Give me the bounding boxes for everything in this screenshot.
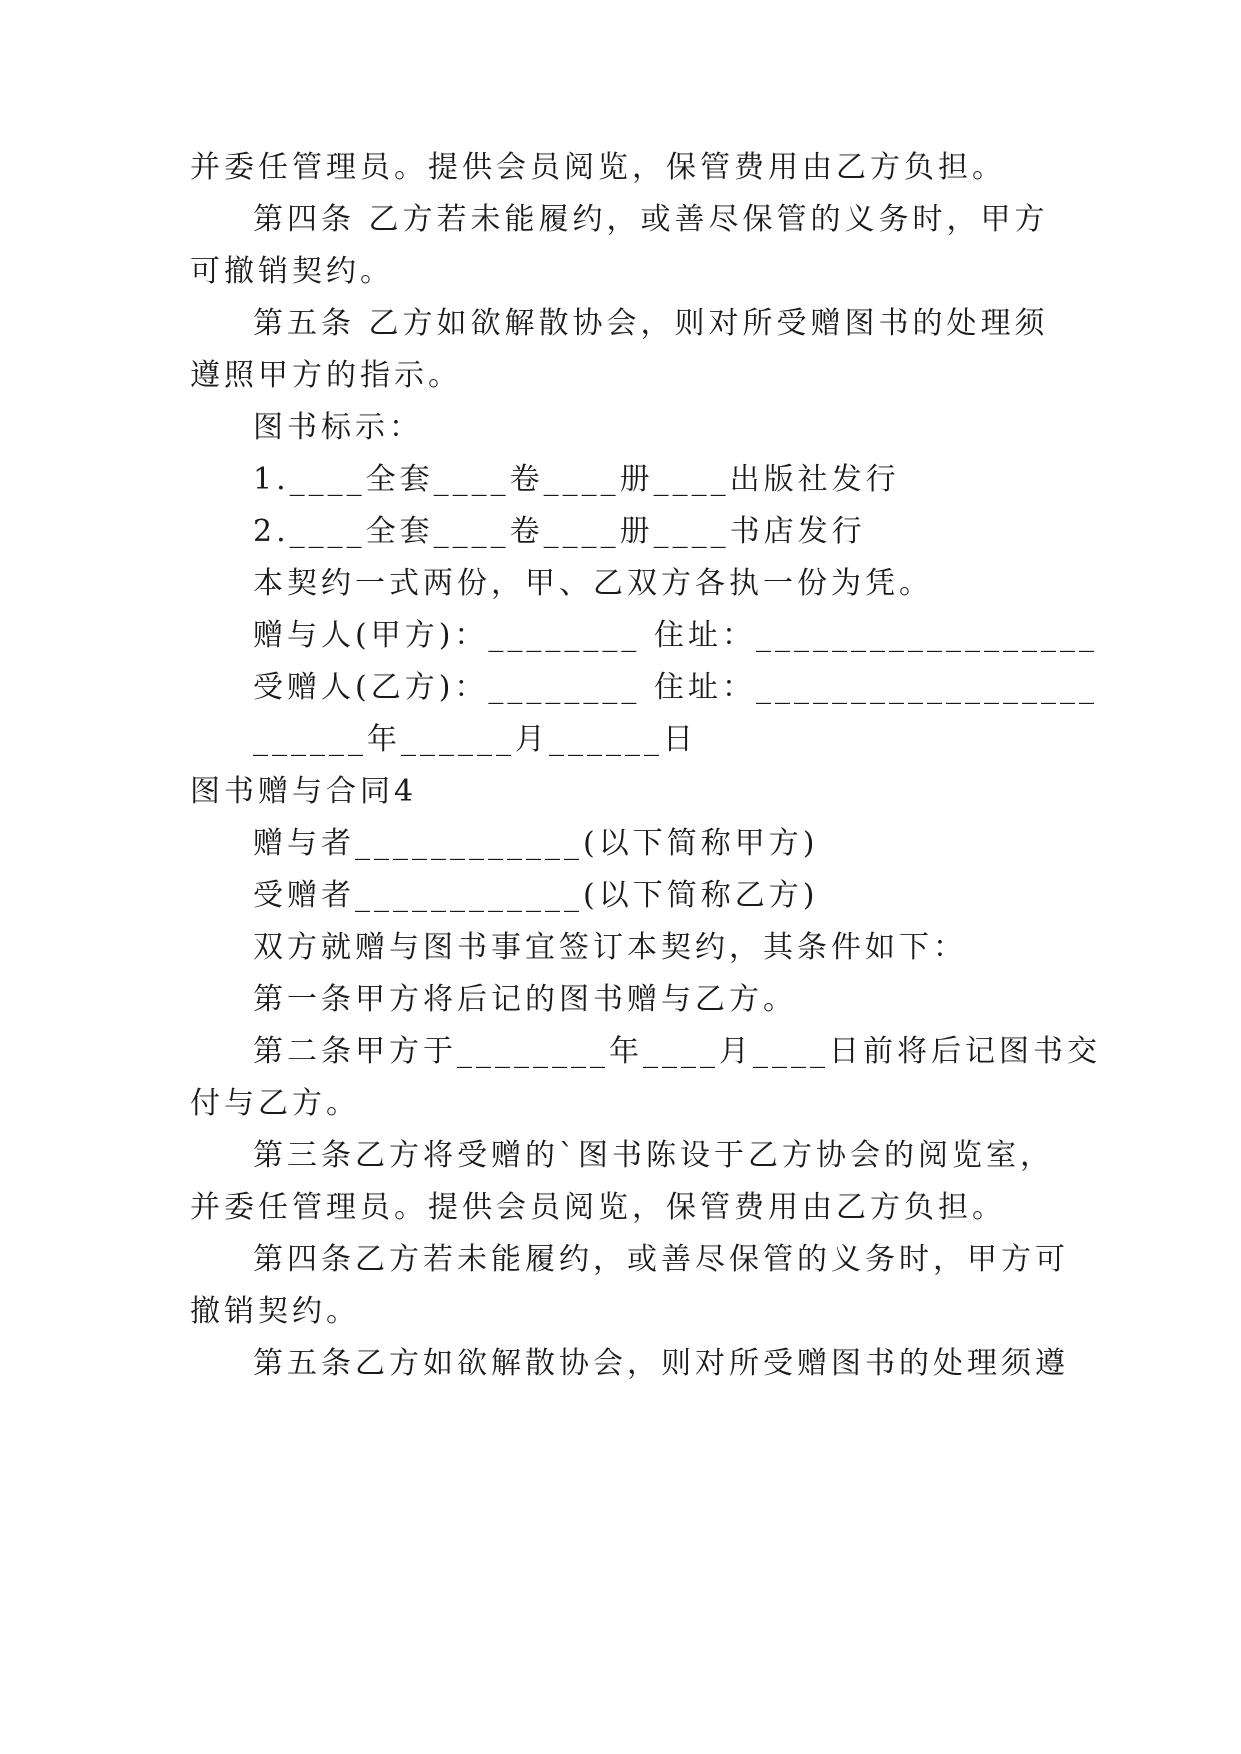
text-line: 双方就赠与图书事宜签订本契约，其条件如下： bbox=[253, 930, 967, 965]
text-line: 第二条甲方于________年____月____日前将后记图书交 bbox=[253, 1034, 1101, 1069]
text-line: 受赠人(乙方)：________ 住址：__________________ bbox=[253, 670, 1098, 705]
text-line: 第四条 乙方若未能履约，或善尽保管的义务时，甲方 bbox=[253, 202, 1049, 237]
text-line: 撤销契约。 bbox=[190, 1294, 360, 1329]
text-line: 受赠者____________(以下简称乙方) bbox=[253, 878, 819, 913]
text-line: 2.____全套____卷____册____书店发行 bbox=[253, 514, 866, 549]
text-line: 并委任管理员。提供会员阅览，保管费用由乙方负担。 bbox=[190, 150, 1006, 185]
section-heading: 图书赠与合同4 bbox=[190, 774, 418, 809]
text-line: 可撤销契约。 bbox=[190, 254, 394, 289]
text-line: 第四条乙方若未能履约，或善尽保管的义务时，甲方可 bbox=[253, 1242, 1069, 1277]
text-line: 图书标示： bbox=[253, 410, 423, 445]
text-line: 本契约一式两份，甲、乙双方各执一份为凭。 bbox=[253, 566, 933, 601]
text-line: 第一条甲方将后记的图书赠与乙方。 bbox=[253, 982, 797, 1017]
text-line: 遵照甲方的指示。 bbox=[190, 358, 462, 393]
text-line: 第三条乙方将受赠的`图书陈设于乙方协会的阅览室， bbox=[253, 1138, 1054, 1173]
text-line: 付与乙方。 bbox=[190, 1086, 360, 1121]
text-line: 1.____全套____卷____册____出版社发行 bbox=[253, 462, 900, 497]
text-line: 第五条 乙方如欲解散协会，则对所受赠图书的处理须 bbox=[253, 306, 1049, 341]
text-line: 并委任管理员。提供会员阅览，保管费用由乙方负担。 bbox=[190, 1190, 1006, 1225]
text-line: 赠与人(甲方)：________ 住址：__________________ bbox=[253, 618, 1098, 653]
text-line: 第五条乙方如欲解散协会，则对所受赠图书的处理须遵 bbox=[253, 1346, 1069, 1381]
text-line: ______年______月______日 bbox=[253, 722, 697, 757]
text-line: 赠与者____________(以下简称甲方) bbox=[253, 826, 819, 861]
